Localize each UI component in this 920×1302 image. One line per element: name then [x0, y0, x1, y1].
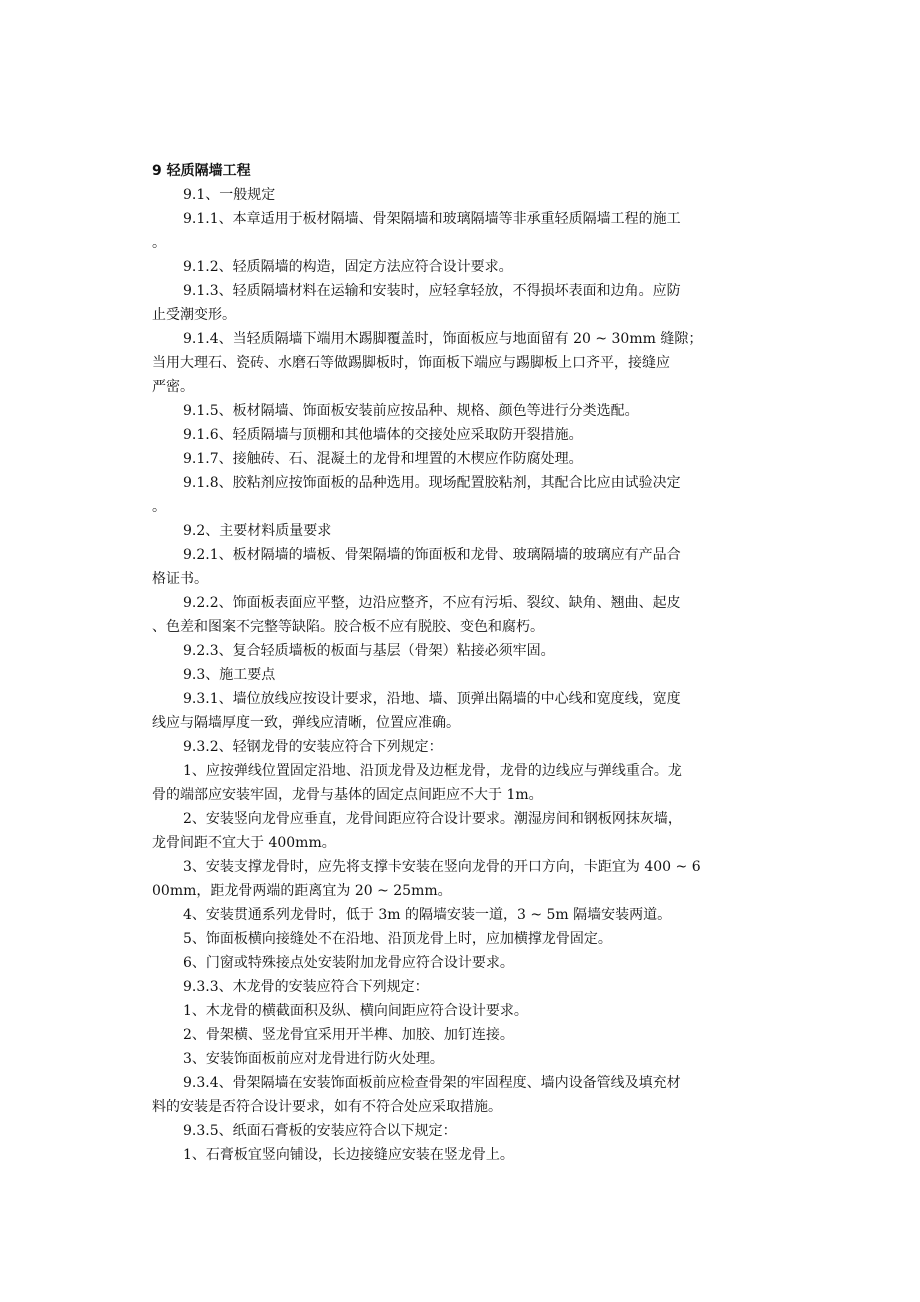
paragraph-line: 9.1.5、板材隔墙、饰面板安装前应按品种、规格、颜色等进行分类选配。	[183, 403, 639, 419]
paragraph	[152, 447, 762, 471]
paragraph-line: 9.3.3、木龙骨的安装应符合下列规定：	[183, 979, 429, 995]
paragraph-line: 线应与隔墙厚度一致，弹线应清晰，位置应准确。	[152, 715, 460, 731]
paragraph-line: 9.1.8、胶粘剂应按饰面板的品种选用。现场配置胶粘剂，其配合比应由试验决定	[183, 475, 681, 491]
paragraph	[152, 255, 762, 279]
paragraph	[152, 1143, 762, 1167]
paragraph-line: 9.1、一般规定	[183, 187, 276, 203]
paragraph	[152, 327, 762, 399]
paragraph	[152, 591, 762, 639]
paragraph-line: 9.3.5、纸面石膏板的安装应符合以下规定：	[183, 1123, 457, 1139]
paragraph-line: 当用大理石、瓷砖、水磨石等做踢脚板时，饰面板下端应与踢脚板上口齐平，接缝应	[152, 355, 670, 371]
paragraph	[152, 543, 762, 591]
paragraph	[152, 1071, 762, 1119]
paragraph	[152, 735, 762, 759]
paragraph-line: 4、安装贯通系列龙骨时，低于 3m 的隔墙安装一道，3 ~ 5m 隔墙安装两道。	[183, 907, 672, 923]
paragraph	[152, 399, 762, 423]
paragraph-line: 。	[152, 235, 166, 251]
paragraph-line: 止受潮变形。	[152, 307, 236, 323]
paragraph-line: 5、饰面板横向接缝处不在沿地、沿顶龙骨上时，应加横撑龙骨固定。	[183, 931, 612, 947]
paragraph-line: 9.3.2、轻钢龙骨的安装应符合下列规定：	[183, 739, 443, 755]
paragraph	[152, 975, 762, 999]
paragraph	[152, 639, 762, 663]
paragraph-line: 2、安装竖向龙骨应垂直，龙骨间距应符合设计要求。潮湿房间和钢板网抹灰墙，	[183, 811, 682, 827]
paragraph	[152, 1047, 762, 1071]
document-body	[152, 183, 762, 1167]
paragraph-line: 9.3、施工要点	[183, 667, 276, 683]
paragraph	[152, 279, 762, 327]
paragraph-line: 3、安装饰面板前应对龙骨进行防火处理。	[183, 1051, 444, 1067]
paragraph-line: 9.1.3、轻质隔墙材料在运输和安装时，应轻拿轻放，不得损坏表面和边角。应防	[183, 283, 681, 299]
paragraph	[152, 1023, 762, 1047]
paragraph	[152, 951, 762, 975]
paragraph	[152, 183, 762, 207]
paragraph-line: 9.2、主要材料质量要求	[183, 523, 332, 539]
paragraph-line: 严密。	[152, 379, 194, 395]
paragraph-line: 9.3.1、墙位放线应按设计要求，沿地、墙、顶弹出隔墙的中心线和宽度线，宽度	[183, 691, 681, 707]
paragraph-line: 9.1.2、轻质隔墙的构造，固定方法应符合设计要求。	[183, 259, 513, 275]
paragraph	[152, 519, 762, 543]
paragraph	[152, 471, 762, 519]
paragraph-line: 00mm，距龙骨两端的距离宜为 20 ~ 25mm。	[152, 883, 452, 899]
paragraph	[152, 855, 762, 903]
paragraph-line: 3、安装支撑龙骨时，应先将支撑卡安装在竖向龙骨的开口方向，卡距宜为 400 ~ 6	[183, 859, 701, 875]
paragraph-line: 1、应按弹线位置固定沿地、沿顶龙骨及边框龙骨，龙骨的边线应与弹线重合。龙	[183, 763, 682, 779]
section-title: 9 轻质隔墙工程	[152, 163, 251, 179]
paragraph-line: 9.1.4、当轻质隔墙下端用木踢脚覆盖时，饰面板应与地面留有 20 ~ 30mm 缝隙；	[183, 331, 703, 347]
paragraph-line: 2、骨架横、竖龙骨宜采用开半榫、加胶、加钉连接。	[183, 1027, 514, 1043]
paragraph	[152, 687, 762, 735]
paragraph	[152, 663, 762, 687]
paragraph-line: 9.2.1、板材隔墙的墙板、骨架隔墙的饰面板和龙骨、玻璃隔墙的玻璃应有产品合	[183, 547, 681, 563]
paragraph-line: 6、门窗或特殊接点处安装附加龙骨应符合设计要求。	[183, 955, 514, 971]
paragraph	[152, 999, 762, 1023]
paragraph	[152, 807, 762, 855]
paragraph-line: 9.2.2、饰面板表面应平整，边沿应整齐，不应有污垢、裂纹、缺角、翘曲、起皮	[183, 595, 681, 611]
paragraph	[152, 759, 762, 807]
paragraph-line: 1、石膏板宜竖向铺设，长边接缝应安装在竖龙骨上。	[183, 1147, 514, 1163]
paragraph-line: 格证书。	[152, 571, 208, 587]
paragraph-line: 1、木龙骨的横截面积及纵、横向间距应符合设计要求。	[183, 1003, 528, 1019]
paragraph-line: 料的安装是否符合设计要求，如有不符合处应采取措施。	[152, 1099, 502, 1115]
paragraph-line: 9.1.1、本章适用于板材隔墙、骨架隔墙和玻璃隔墙等非承重轻质隔墙工程的施工	[183, 211, 681, 227]
paragraph-line: 龙骨间距不宜大于 400mm。	[152, 835, 336, 851]
paragraph-line: 。	[152, 499, 166, 515]
paragraph-line: 骨的端部应安装牢固，龙骨与基体的固定点间距应不大于 1m。	[152, 787, 543, 803]
paragraph-line: 9.2.3、复合轻质墙板的板面与基层（骨架）粘接必须牢固。	[183, 643, 555, 659]
paragraph	[152, 423, 762, 447]
paragraph	[152, 207, 762, 255]
paragraph-line: 9.1.6、轻质隔墙与顶棚和其他墙体的交接处应采取防开裂措施。	[183, 427, 583, 443]
paragraph-line: 9.1.7、接触砖、石、混凝土的龙骨和埋置的木楔应作防腐处理。	[183, 451, 583, 467]
document-page	[152, 159, 762, 1167]
paragraph	[152, 927, 762, 951]
paragraph	[152, 903, 762, 927]
paragraph	[152, 1119, 762, 1143]
paragraph-line: 9.3.4、骨架隔墙在安装饰面板前应检查骨架的牢固程度、墙内设备管线及填充材	[183, 1075, 681, 1091]
paragraph-line: 、色差和图案不完整等缺陷。胶合板不应有脱胶、变色和腐朽。	[152, 619, 544, 635]
